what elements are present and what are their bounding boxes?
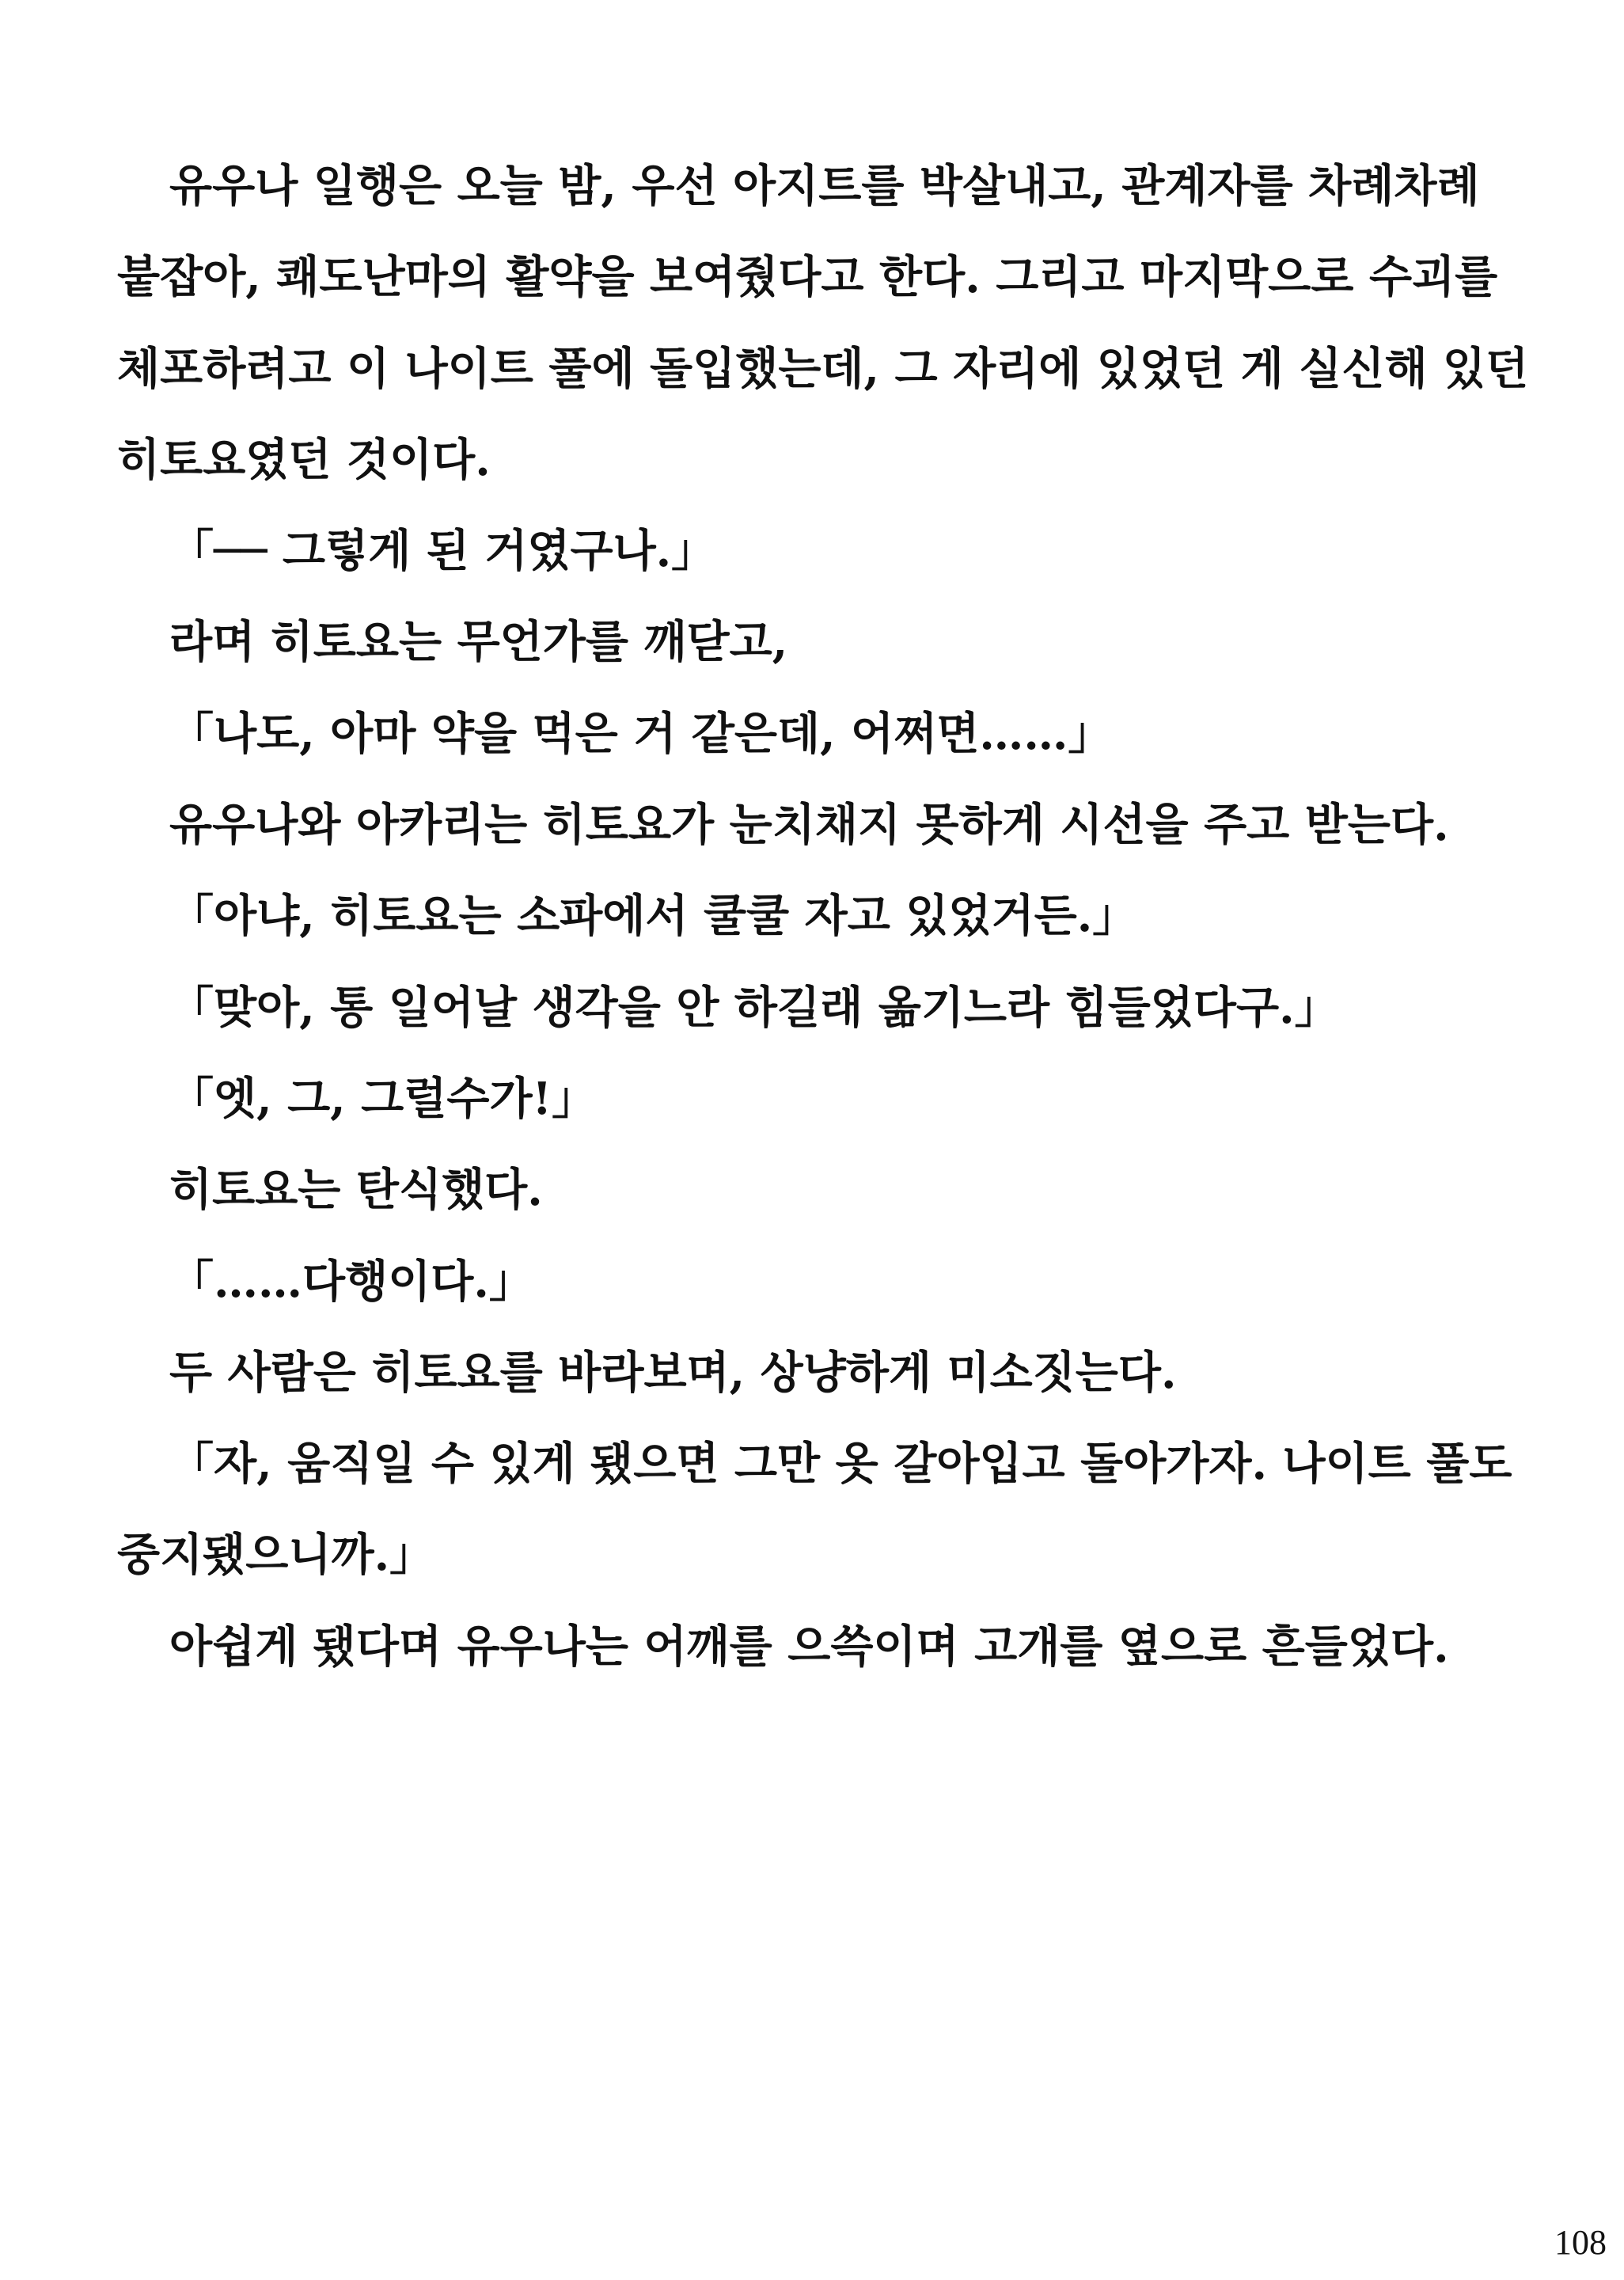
text-line: 「── 그렇게 된 거였구나.」 xyxy=(169,525,716,578)
text-line: 유우나 일행은 오늘 밤, 우선 아지트를 박살내고, 관계자를 차례차례 xyxy=(169,160,1480,212)
text-line: 아쉽게 됐다며 유우나는 어깨를 으쓱이며 고개를 옆으로 흔들었다. xyxy=(169,1620,1449,1673)
text-line: 「엣, 그, 그럴수가!」 xyxy=(169,1072,597,1125)
text-line: 「나도, 아마 약을 먹은 거 같은데, 어쩌면……」 xyxy=(169,707,1113,760)
text-line: 중지됐으니까.」 xyxy=(117,1529,434,1582)
text-line: 두 사람은 히토요를 바라보며, 상냥하게 미소짓는다. xyxy=(169,1346,1177,1399)
text-line: 히토요는 탄식했다. xyxy=(169,1164,543,1217)
page-number: 108 xyxy=(1554,2223,1607,2262)
text-line: 「맞아, 통 일어날 생각을 안 하길래 옮기느라 힘들었다구.」 xyxy=(169,981,1339,1034)
text-line: 「아냐, 히토요는 소파에서 쿨쿨 자고 있었거든.」 xyxy=(169,890,1137,943)
body-text xyxy=(117,141,1529,1693)
text-line: 히토요였던 것이다. xyxy=(117,433,491,486)
text-line: 라며 히토요는 무언가를 깨닫고, xyxy=(169,616,788,669)
text-line: 「자, 움직일 수 있게 됐으면 그만 옷 갈아입고 돌아가자. 나이트 풀도 xyxy=(169,1438,1512,1491)
text-line: 유우나와 아카리는 히토요가 눈치채지 못하게 시선을 주고 받는다. xyxy=(169,799,1449,852)
text-line: 「……다행이다.」 xyxy=(169,1255,533,1308)
text-line: 붙잡아, 쾌도난마의 활약을 보여줬다고 한다. 그리고 마지막으로 수괴를 xyxy=(117,251,1498,304)
text-line: 체포하려고 이 나이트 풀에 돌입했는데, 그 자리에 있었던 게 실신해 있던 xyxy=(117,342,1529,395)
